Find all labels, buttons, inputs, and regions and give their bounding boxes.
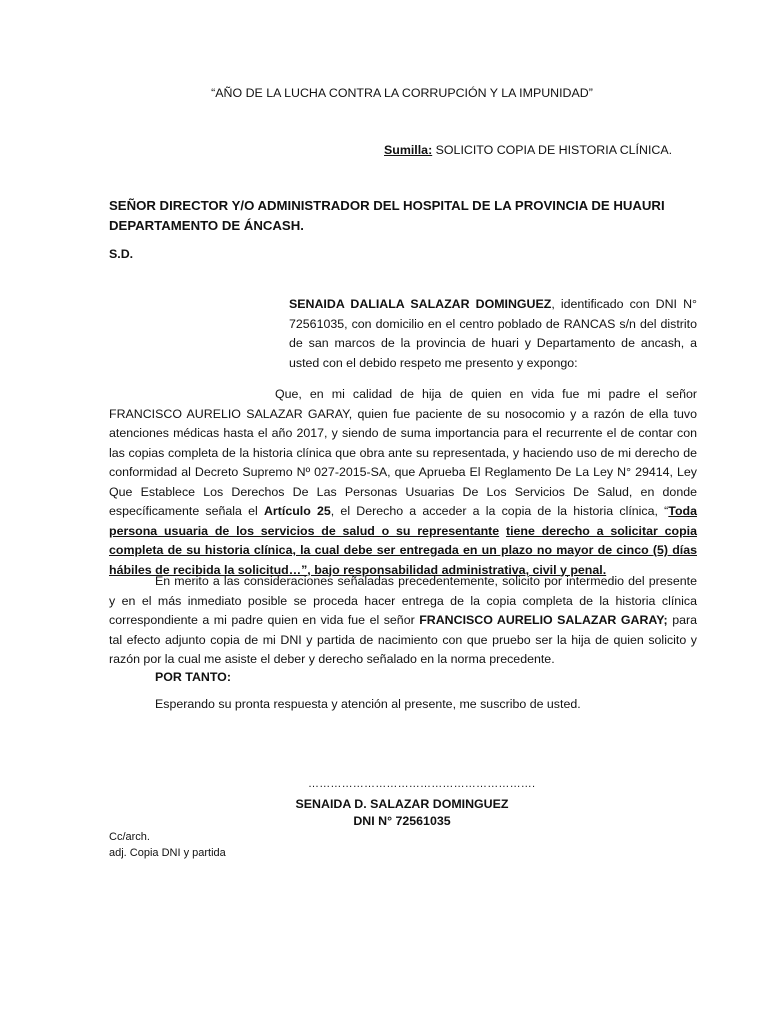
- signature-name: SENAIDA D. SALAZAR DOMINGUEZ: [295, 797, 509, 811]
- sumilla-text: SOLICITO COPIA DE HISTORIA CLÍNICA.: [432, 143, 673, 157]
- article-reference: Artículo 25: [263, 504, 331, 518]
- p1-text-1: Que, en mi calidad de hija de quien en vida fue mi padre el señor FRANCISCO AURELIO SALAZAR GARAY, quien fue paciente de su nosocomio y a razón de ella tuvo atenciones médicas hasta el año 2017, y siendo de suma importancia para el recurrente el de contar con las copias completa de la historia clínica que obra ante su representada, y haciendo uso de mi derecho de conformidad al Decreto Supremo Nº 027-2015-SA, que Aprueba El Reglamento De La Ley N° 29414, Ley Que Establece Los Derechos De Las Personas Usuarias De Los Servicios De Salud, en donde específicamente señala el: [109, 387, 697, 518]
- por-tanto-heading: POR TANTO:: [155, 670, 231, 684]
- year-motto: “AÑO DE LA LUCHA CONTRA LA CORRUPCIÓN Y LA IMPUNIDAD”: [211, 86, 593, 100]
- main-paragraph: [109, 385, 697, 580]
- p2-text-1: En merito a las consideraciones señaladas precedentemente, solicito por intermedio del presente y en el más inmediato posible se proceda hacer entrega de la copia completa de la historia clínica correspondiente a mi padre quien en vida fue el señor: [109, 574, 697, 627]
- p2-text-2: para tal efecto adjunto copia de mi DNI y partida de nacimiento con que pruebo ser la hija de quien solicito y razón por la cual me asiste el deber y derecho señalado en la norma precedente.: [109, 613, 697, 666]
- father-name: FRANCISCO AURELIO SALAZAR GARAY;: [419, 613, 668, 627]
- closing-sentence: Esperando su pronta respuesta y atención al presente, me suscribo de usted.: [155, 697, 581, 711]
- quoted-law-b: tiene derecho a solicitar copia completa de su historia clínica, la cual debe ser entregada en un plazo no mayor de cinco (5) días hábiles de recibida la solicitud…”, bajo responsabilidad administrativa, civil y penal.: [109, 523, 697, 577]
- addressee: SEÑOR DIRECTOR Y/O ADMINISTRADOR DEL HOSPITAL DE LA PROVINCIA DE HUAURI DEPARTAMENTO DE ÁNCASH.: [109, 198, 665, 233]
- signature-line: …………………………………………………….: [308, 778, 536, 790]
- signature-dni: DNI N° 72561035: [353, 814, 451, 828]
- request-paragraph: [109, 572, 697, 670]
- sd-abbrev: S.D.: [109, 247, 134, 261]
- cc-archive: Cc/arch.: [109, 831, 150, 843]
- sumilla-label: Sumilla:: [384, 143, 433, 157]
- quoted-law-gap: [499, 524, 506, 538]
- attachments-note: adj. Copia DNI y partida: [109, 847, 226, 859]
- applicant-name: SENAIDA DALIALA SALAZAR DOMINGUEZ: [289, 297, 552, 311]
- intro-paragraph: [289, 295, 697, 373]
- sumilla-line: [384, 141, 672, 161]
- quoted-law-a: Toda persona usuaria de los servicios de salud o su representante: [109, 504, 697, 538]
- p1-text-2: , el Derecho a acceder a la copia de la historia clínica, “: [330, 504, 669, 518]
- intro-text: , identificado con DNI N° 72561035, con domicilio en el centro poblado de RANCAS s/n del distrito de san marcos de la provincia de huari y Departamento de ancash, a usted con el debido respeto me presento y expongo:: [289, 297, 697, 370]
